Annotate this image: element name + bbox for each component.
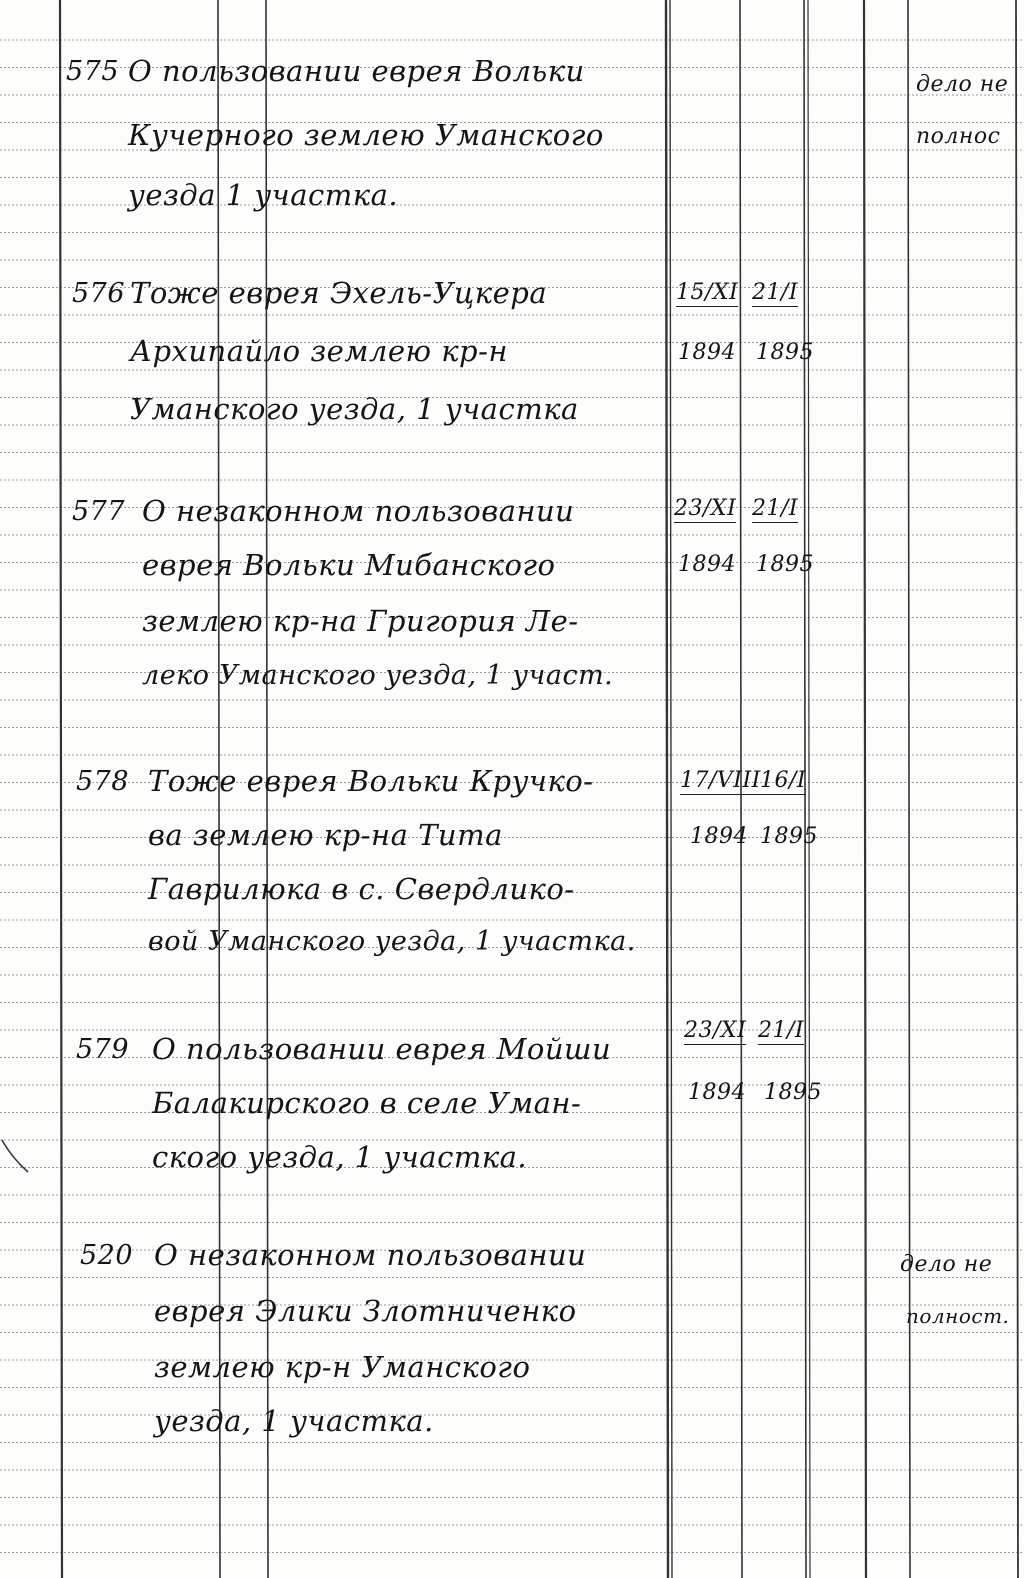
entry-text-line: вой Уманского уезда, 1 участка.: [148, 926, 636, 957]
date-resolved: 21/I: [758, 1018, 805, 1043]
entry-number: 576: [72, 278, 126, 309]
entry-text-line: О незаконном пользовании: [142, 494, 575, 528]
entry-text-line: ского уезда, 1 участка.: [152, 1140, 528, 1174]
column-line: [666, 0, 668, 1578]
entry-remark: полност.: [906, 1304, 1010, 1328]
entry-remark: дело не: [916, 72, 1009, 97]
entry-text-line: землею кр-н Уманского: [154, 1350, 531, 1384]
column-line: [1016, 0, 1018, 1578]
entry-text-line: землею кр-на Григория Ле-: [142, 604, 579, 638]
entry-number: 578: [76, 766, 130, 797]
entry-text-line: еврея Элики Злотниченко: [154, 1294, 577, 1328]
date-received: 17/VIII: [680, 768, 761, 793]
entry-text-line: ва землею кр-на Тита: [148, 818, 503, 852]
date-resolved-year: 1895: [764, 1080, 822, 1105]
date-received: 15/XI: [676, 280, 739, 305]
column-line: [60, 0, 62, 1578]
entry-text-line: Архипайло землею кр-н: [130, 334, 509, 368]
date-resolved-year: 1895: [756, 340, 814, 365]
entry-text-line: О пользовании еврея Вольки: [128, 54, 585, 88]
entry-number: 579: [76, 1034, 130, 1065]
entry-remark: дело не: [900, 1252, 993, 1277]
entry-text-line: уезда, 1 участка.: [154, 1404, 434, 1438]
entry-text-line: О незаконном пользовании: [154, 1238, 587, 1272]
date-resolved: 21/I: [752, 280, 799, 305]
entry-text-line: еврея Вольки Мибанского: [142, 548, 556, 582]
date-received: 23/XI: [684, 1018, 747, 1043]
entry-text-line: Балакирского в селе Уман-: [152, 1086, 582, 1120]
entry-text-line: Тоже еврея Эхель-Уцкера: [130, 276, 548, 310]
entry-remark: полнос: [916, 124, 1001, 149]
entry-text-line: леко Уманского уезда, 1 участ.: [142, 660, 614, 691]
entry-text-line: Тоже еврея Вольки Кручко-: [148, 764, 594, 798]
date-received-year: 1894: [690, 824, 748, 849]
entry-text-line: уезда 1 участка.: [128, 178, 399, 212]
date-received: 23/XI: [674, 496, 737, 521]
column-line: [864, 0, 866, 1578]
entry-text-line: Кучерного землею Уманского: [128, 118, 604, 152]
entry-number: 577: [72, 496, 126, 527]
date-received-year: 1894: [688, 1080, 746, 1105]
date-resolved: 21/I: [752, 496, 799, 521]
entry-text-line: О пользовании еврея Мойши: [152, 1032, 612, 1066]
column-line: [670, 0, 672, 1578]
column-line: [908, 0, 910, 1578]
date-resolved-year: 1895: [756, 552, 814, 577]
date-resolved: 16/I: [760, 768, 807, 793]
entry-text-line: Уманского уезда, 1 участка: [130, 392, 579, 426]
entry-number: 520: [80, 1240, 134, 1271]
date-received-year: 1894: [678, 340, 736, 365]
entry-number: 575: [66, 56, 120, 87]
date-received-year: 1894: [678, 552, 736, 577]
date-resolved-year: 1895: [760, 824, 818, 849]
entry-text-line: Гаврилюка в с. Свердлико-: [148, 872, 575, 906]
column-line: [808, 0, 810, 1578]
